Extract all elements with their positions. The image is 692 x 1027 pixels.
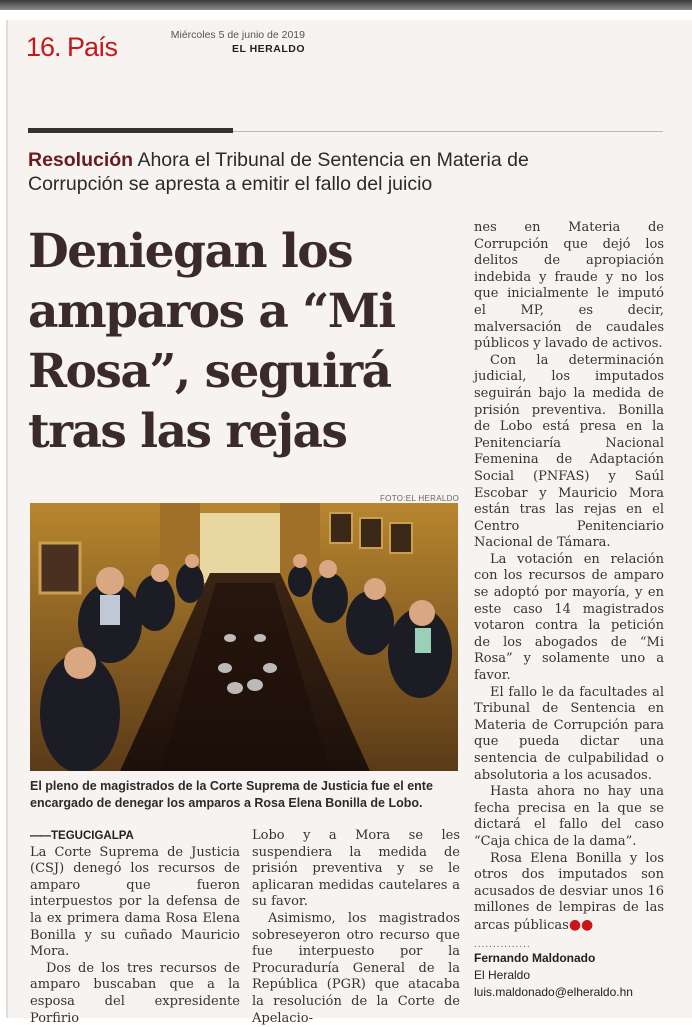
author-email: luis.maldonado@elheraldo.hn [474,985,633,999]
author-outlet: El Heraldo [474,968,531,982]
body-column-1 [30,828,240,1027]
photo-caption: El pleno de magistrados de la Corte Suprema de Justicia fue el ente encargado de denegar los amparos a Rosa Elena Bonilla de Lobo. [30,779,433,810]
paragraph-last [474,851,664,935]
paragraph: Asimismo, los magistrados sobreseyeron otro recurso que fue interpuesto por la Procuraduría General de la República (PGR) que atacaba la resolución de la Corte de Apelacio- [252,910,460,1026]
section-title: 16. País [26,32,118,62]
issue-date: Miércoles 5 de junio de 2019 [170,29,305,41]
section-rule-thin [233,131,663,132]
kicker-label: Resolución [28,149,134,171]
kicker [28,148,588,196]
paragraph: Hasta ahora no hay una fecha precisa en la que se dictará el fallo del caso “Caja chica de la dama”. [474,784,664,849]
byline [474,940,664,1001]
body-column-3 [474,220,664,935]
kicker-text: Ahora el Tribunal de Sentencia en Materia de Corrupción se apresta a emitir el fallo del juicio [28,149,529,195]
photo-credit: FOTO:EL HERALDO [380,494,460,503]
scan-top-edge [0,0,692,10]
paragraph: La Corte Suprema de Justicia (CSJ) denegó los recursos de amparo que fueron interpuestos por la defensa de la ex primera dama Rosa Elena Bonilla y su cuñado Mauricio Mora. [30,844,240,960]
paragraph: La votación en relación con los recursos de amparo se adoptó por mayoría, y en este caso 14 magistrados votaron contra la petición de los abogados de “Mi Rosa” y solamente uno a favor. [474,551,664,684]
page-dateline [150,28,305,56]
paragraph: nes en Materia de Corrupción que dejó los delitos de apropiación indebida y fraude y no los que inicialmente le imputó el MP, es decir, malversación de caudales públicos y lavado de activos. [474,220,664,352]
photo-illustration [30,503,458,771]
headline: Deniegan los amparos a “Mi Rosa”, seguirá tras las rejas [28,224,395,459]
body-column-2 [252,828,460,1027]
dateline-location: —— TEGUCIGALPA [30,828,240,845]
end-mark: ●● [568,916,594,933]
news-photo [30,503,458,771]
byline-separator: ............... [474,939,531,950]
paragraph: Con la determinación judicial, los imputados seguirán bajo la medida de prisión preventiva. Bonilla de Lobo está presa en la Penitenciaría Nacional Femenina de Adaptación Social (PNFAS) y Saúl Escobar y Mauricio Mora están tras las rejas en el Centro Penitenciario Nacional de Támara. [474,352,664,551]
paragraph: Dos de los tres recursos de amparo buscaban que a la esposa del expresidente Porfirio [30,960,240,1026]
last-paragraph-text: Rosa Elena Bonilla y los otros dos imputados son acusados de desviar unos 16 millones de lempiras de las arcas públicas [474,850,664,933]
publication-name: EL HERALDO [231,43,305,55]
paragraph: El fallo le da facultades al Tribunal de Sentencia en Materia de Corrupción para que pueda dictar una sentencia de culpabilidad o absolutoria a los acusados. [474,684,664,783]
author-name: Fernando Maldonado [474,951,596,965]
section-rule [28,128,233,133]
paragraph: Lobo y a Mora se les suspendiera la medida de prisión preventiva y se le aplicaran medidas cautelares a su favor. [252,828,460,910]
